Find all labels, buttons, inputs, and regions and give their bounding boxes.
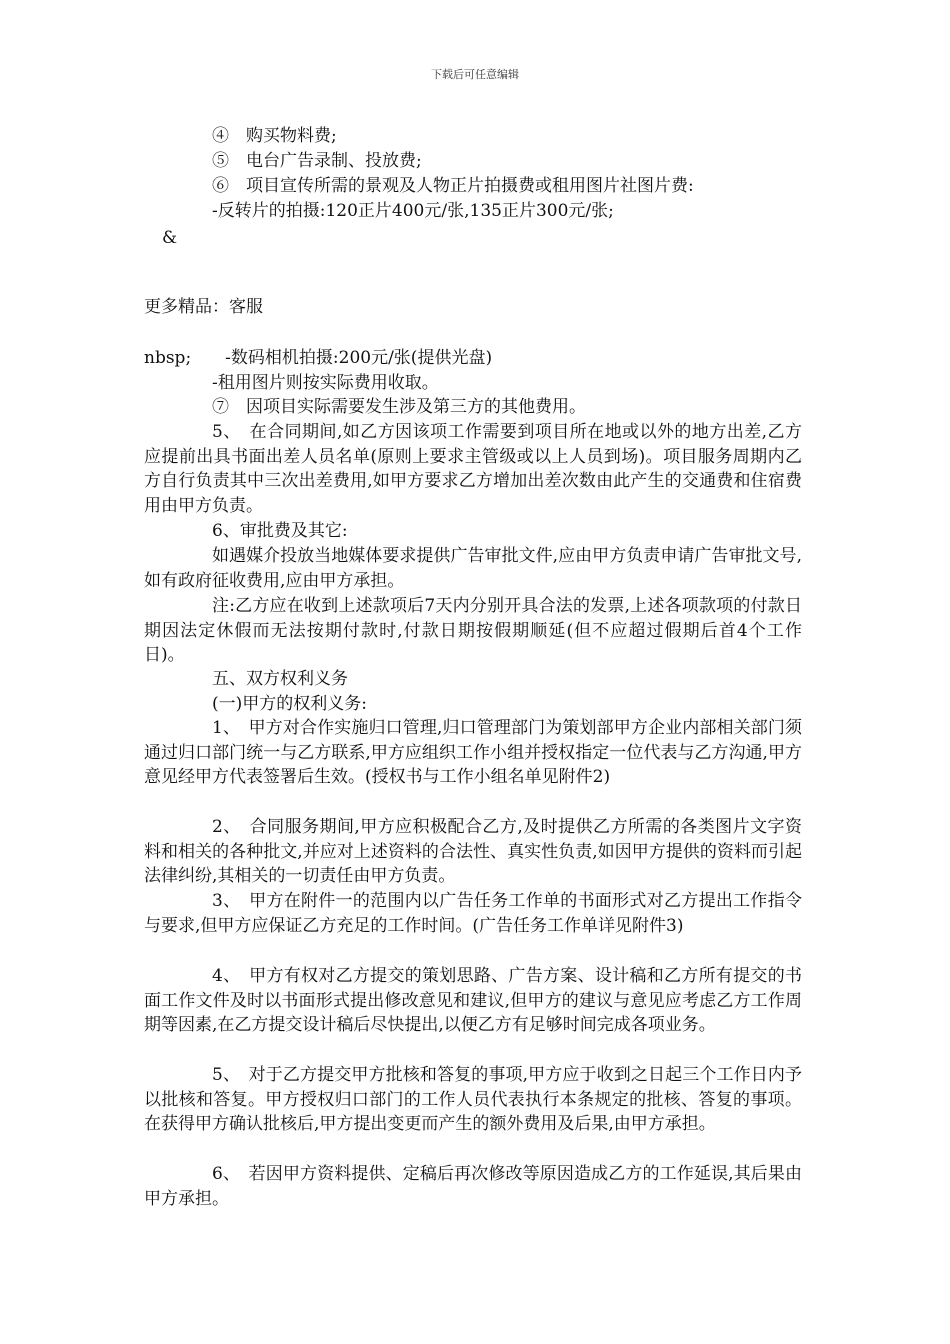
list-item-4: ④ 购买物料费; <box>212 126 337 146</box>
heading-approval-fees: 6、审批费及其它: <box>212 521 348 541</box>
rent-line: -租用图片则按实际费用收取。 <box>212 373 439 393</box>
party-a-clause-2: 2、 合同服务期间,甲方应积极配合乙方,及时提供乙方所需的各类图片文字资料和相关的各种批文,并应对上述资料的合法性、真实性负责,如因甲方提供的资料而引起法律纠纷,其相关的一切责任由甲方负责。 <box>144 817 802 886</box>
clause-5-travel: 5、 在合同期间,如乙方因该项工作需要到项目所在地或以外的地方出差,乙方应提前出具书面出差人员名单(原则上要求主管级或以上人员到场)。项目服务周期内乙方自行负责其中三次出差费用,如甲方要求乙方增加出差次数由此产生的交通费和住宿费用由甲方负责。 <box>144 422 802 516</box>
party-a-clause-6: 6、 若因甲方资料提供、定稿后再次修改等原因造成乙方的工作延误,其后果由甲方承担。 <box>144 1164 802 1209</box>
paragraph-invoice-note: 注:乙方应在收到上述款项后7天内分别开具合法的发票,上述各项款项的付款日期因法定休假而无法按期付款时,付款日期按假期顺延(但不应超过假期后首4个工作日)。 <box>144 596 802 665</box>
heading-rights-obligations: 五、双方权利义务 <box>212 669 348 689</box>
party-a-clause-5: 5、 对于乙方提交甲方批核和答复的事项,甲方应于收到之日起三个工作日内予以批核和答复。甲方授权归口部门的工作人员代表执行本条规定的批核、答复的事项。在获得甲方确认批核后,甲方提出变更而产生的额外费用及后果,由甲方承担。 <box>144 1065 802 1134</box>
party-a-clause-4: 4、 甲方有权对乙方提交的策划思路、广告方案、设计稿和乙方所有提交的书面工作文件及时以书面形式提出修改意见和建议,但甲方的建议与意见应考虑乙方工作周期等因素,在乙方提交设计稿后尽快提出,以便乙方有足够时间完成各项业务。 <box>144 966 802 1035</box>
party-a-clause-1: 1、 甲方对合作实施归口管理,归口管理部门为策划部甲方企业内部相关部门须通过归口部门统一与乙方联系,甲方应组织工作小组并授权指定一位代表与乙方沟通,甲方意见经甲方代表签署后生效。(授权书与工作小组名单见附件2) <box>144 718 802 787</box>
list-item-film: -反转片的拍摄:120正片400元/张,135正片300元/张; <box>212 201 614 221</box>
digital-camera-line: nbsp; -数码相机拍摄:200元/张(提供光盘) <box>144 348 493 368</box>
party-a-clause-3: 3、 甲方在附件一的范围内以广告任务工作单的书面形式对乙方提出工作指令与要求,但甲方应保证乙方充足的工作时间。(广告任务工作单详见附件3) <box>144 891 802 936</box>
customer-service-link[interactable]: 客服 <box>229 297 263 317</box>
list-item-5: ⑤ 电台广告录制、投放费; <box>212 151 422 171</box>
page-header-note: 下载后可任意编辑 <box>431 68 519 81</box>
more-line <box>144 295 263 319</box>
more-label: 更多精品： <box>144 297 229 317</box>
list-item-6: ⑥ 项目宣传所需的景观及人物正片拍摄费或租用图片社图片费: <box>212 176 694 196</box>
heading-party-a: (一)甲方的权利义务: <box>212 694 367 714</box>
paragraph-media-approval: 如遇媒介投放当地媒体要求提供广告审批文件,应由甲方负责申请广告审批文号,如有政府征收费用,应由甲方承担。 <box>144 546 802 591</box>
list-item-7: ⑦ 因项目实际需要发生涉及第三方的其他费用。 <box>212 397 586 417</box>
stray-ampersand: & <box>162 228 178 248</box>
